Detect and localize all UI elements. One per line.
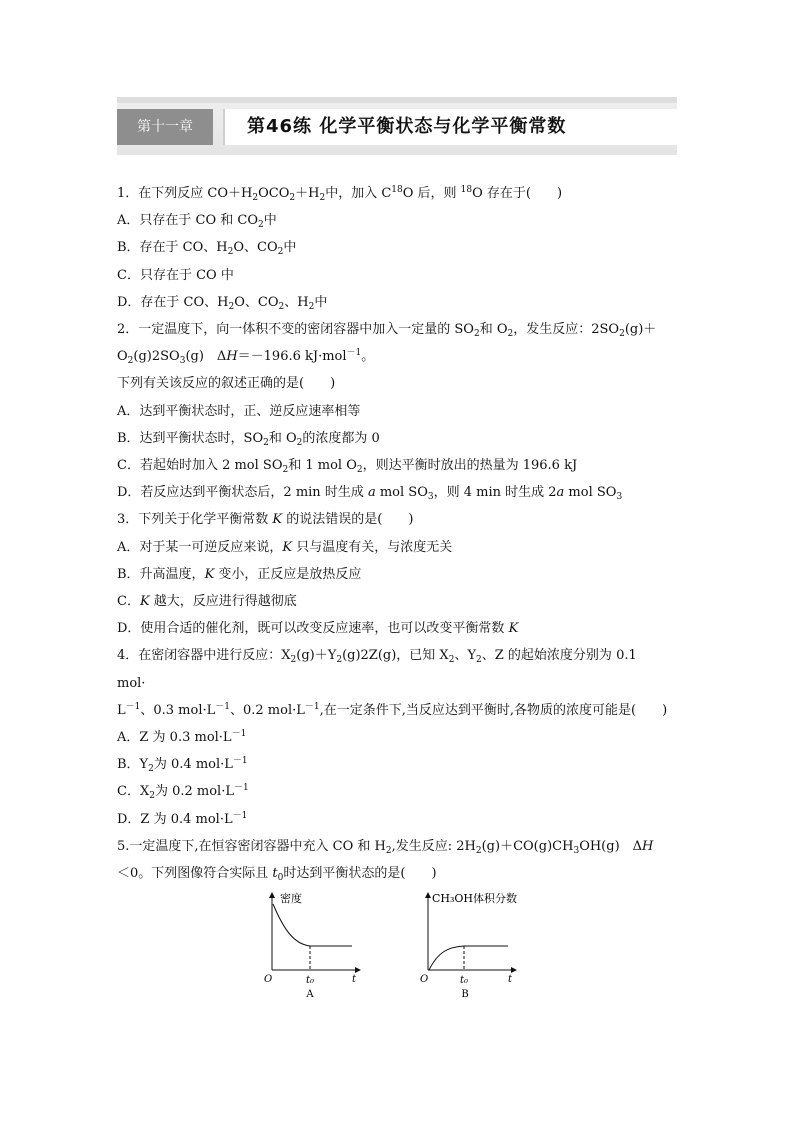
q4-option-c: C．$X_2$为 0.2 $mol\cdot L^{-1}$ [117,783,249,802]
chapter-label: 第十一章 [117,109,213,145]
q2-option-d: D．若反应达到平衡状态后，2 min 时生成 a mol $SO_3$，则 4 min 时生成 2a mol $SO_3$ [117,485,623,503]
graph-a-xlabel: t [352,974,357,985]
q3-option-d: D．使用合适的催化剂，既可以改变反应速率，也可以改变平衡常数 K [117,621,519,637]
page-title: 第46练 化学平衡状态与化学平衡常数 [247,116,567,137]
q4-stem-line2: mol· [117,675,146,691]
graph-a [264,891,358,1000]
q1-option-a: A．只存在于 CO 和 $CO_2$中 [117,213,277,231]
graph-b-t0: t₀ [460,975,469,986]
graph-b-ylabel: CH₃OH体积分数 [432,892,518,905]
title-box [223,109,677,145]
q5-stem-line1: 5.一定温度下,在恒容密闭容器中充入 CO 和 $H_2$,发生反应: $2H_2(g)+CO(g)CH_3OH(g)$ ΔH [117,838,654,856]
q2-stem-line1: 2．一定温度下，向一体积不变的密闭容器中加入一定量的 $SO_2$和 $O_2$，发生反应：$2SO_2(g)+$ [117,322,657,340]
q2-stem-line2: $O_2(g)2SO_3(g)$ ΔH＝－196.6 kJ·mol$^{-1}$。 [117,348,375,367]
q5-graphs-svg [262,890,522,1000]
q3-option-c: C．K 越大，反应进行得越彻底 [117,594,297,610]
q2-option-c: C．若起始时加入 2 mol $SO_2$和 1 mol $O_2$，则达平衡时放出的热量为 196.6 kJ [117,458,578,476]
q2-option-a: A．达到平衡状态时，正、逆反应速率相等 [117,403,361,419]
q1-option-b: B．存在于 CO、$H_2O$、$CO_2$中 [117,240,297,258]
q1-option-c: C．只存在于 CO 中 [117,267,234,283]
chapter-banner [117,97,677,155]
q2-stem-line3: 下列有关该反应的叙述正确的是( ) [117,376,336,392]
q4-option-d: D．Z 为 0.4 $mol\cdot L^{-1}$ [117,810,248,827]
q3-option-b: B．升高温度，K 变小，正反应是放热反应 [117,566,362,582]
q4-option-a: A．Z 为 0.3 $mol\cdot L^{-1}$ [117,729,247,746]
q4-stem-line3: $L^{-1}$、0.3 $mol\cdot L^{-1}$、0.2 $mol\cdot L^{-1}$,在一定条件下,当反应达到平衡时,各物质的浓度可能是( ) [117,701,668,718]
q3-stem: 3．下列关于化学平衡常数 K 的说法错误的是( ) [117,512,414,528]
q4-stem-line1: 4．在密闭容器中进行反应：$X_2(g)+Y_2(g)2Z(g)$，已知 $X_2$、$Y_2$、Z 的起始浓度分别为 0.1 [117,648,637,666]
q5-figures [262,890,522,1000]
q1-option-d: D．存在于 CO、$H_2O$、$CO_2$、$H_2$中 [117,294,328,312]
q2-option-b: B．达到平衡状态时，$SO_2$和 $O_2$的浓度都为 0 [117,430,380,448]
graph-b-caption: B [461,989,469,1000]
graph-a-t0: t₀ [306,975,315,986]
graph-b-xlabel: t [508,974,513,985]
q5-stem-line2: ＜0。下列图像符合实际且 $t_0$时达到平衡状态的是( ) [117,866,437,884]
q4-option-b: B．$Y_2$为 0.4 $mol\cdot L^{-1}$ [117,756,248,775]
graph-b-curve [429,946,508,970]
graph-a-origin: O [264,974,273,985]
graph-a-caption: A [306,989,314,1000]
graph-b-origin: O [420,974,429,985]
q3-option-a: A．对于某一可逆反应来说，K 只与温度有关，与浓度无关 [117,539,453,555]
graph-a-ylabel: 密度 [280,892,302,905]
question-list [117,180,682,887]
graph-a-curve [273,904,352,946]
graph-b [420,891,517,1000]
q1-stem: 1．在下列反应 $CO+H_2OCO_2+H_2$中，加入 $C^{18}O$ 后，则 $^{18}$O 存在于( ) [117,185,563,203]
banner-strip [117,97,677,103]
